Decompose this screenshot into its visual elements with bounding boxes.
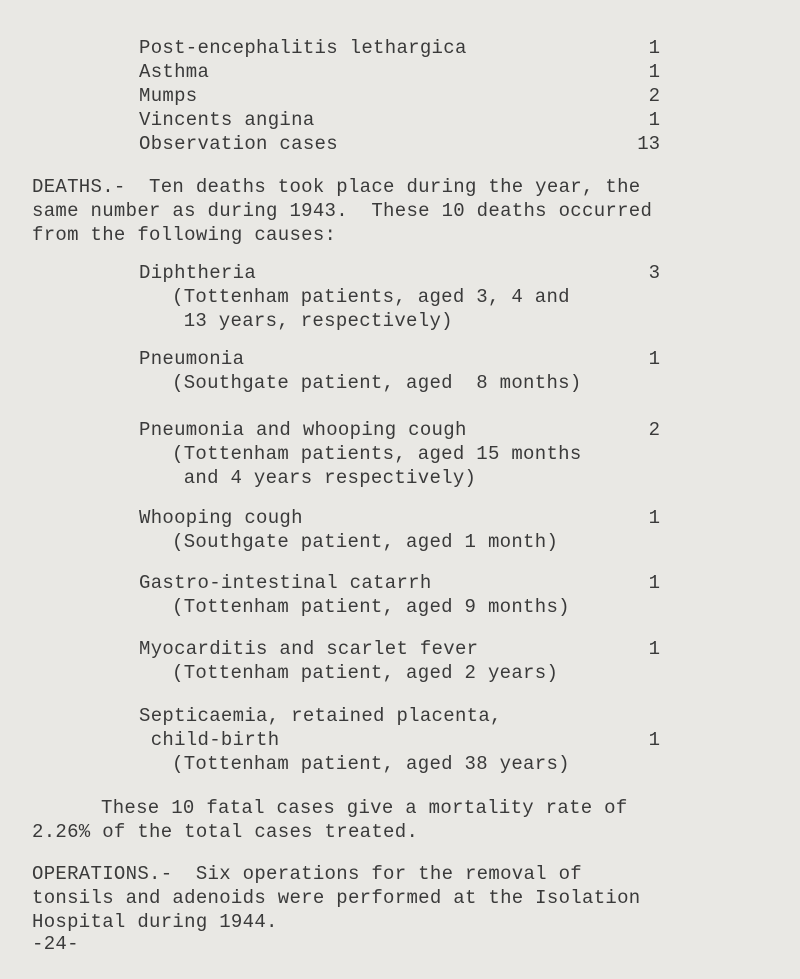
cause-count: 3: [648, 262, 660, 284]
cause-detail: (Tottenham patient, aged 38 years): [172, 753, 570, 775]
list-item-count: 1: [648, 61, 660, 83]
list-item-label: Mumps: [139, 85, 198, 107]
cause-detail: (Tottenham patients, aged 15 months: [172, 443, 582, 465]
cause-title: Pneumonia: [139, 348, 245, 370]
cause-count: 1: [648, 507, 660, 529]
cause-detail: (Tottenham patient, aged 9 months): [172, 596, 570, 618]
deaths-paragraph-line: same number as during 1943. These 10 deaths occurred: [32, 200, 653, 222]
operations-paragraph-line: Hospital during 1944.: [32, 911, 278, 933]
deaths-paragraph-line: from the following causes:: [32, 224, 337, 246]
list-item-count: 2: [648, 85, 660, 107]
cause-count: 1: [648, 729, 660, 751]
list-item-label: Post-encephalitis lethargica: [139, 37, 467, 59]
cause-count: 1: [648, 638, 660, 660]
cause-detail: (Southgate patient, aged 8 months): [172, 372, 582, 394]
cause-title: Myocarditis and scarlet fever: [139, 638, 479, 660]
list-item-count: 1: [648, 109, 660, 131]
operations-paragraph-line: OPERATIONS.- Six operations for the removal of: [32, 863, 582, 885]
cause-title: Gastro-intestinal catarrh: [139, 572, 432, 594]
cause-title: Whooping cough: [139, 507, 303, 529]
cause-detail: (Tottenham patients, aged 3, 4 and: [172, 286, 570, 308]
cause-count: 2: [648, 419, 660, 441]
cause-detail: 13 years, respectively): [172, 310, 453, 332]
cause-detail: (Tottenham patient, aged 2 years): [172, 662, 559, 684]
mortality-paragraph-line: 2.26% of the total cases treated.: [32, 821, 419, 843]
cause-title: Pneumonia and whooping cough: [139, 419, 467, 441]
cause-title-continued: child-birth: [139, 729, 280, 751]
operations-paragraph-line: tonsils and adenoids were performed at the Isolation: [32, 887, 641, 909]
cause-detail: and 4 years respectively): [172, 467, 477, 489]
list-item-label: Observation cases: [139, 133, 338, 155]
list-item-label: Asthma: [139, 61, 210, 83]
cause-title: Septicaemia, retained placenta,: [139, 705, 502, 727]
cause-count: 1: [648, 348, 660, 370]
mortality-paragraph-line: These 10 fatal cases give a mortality rate of: [101, 797, 628, 819]
deaths-paragraph-line: DEATHS.- Ten deaths took place during the year, the: [32, 176, 641, 198]
cause-count: 1: [648, 572, 660, 594]
cause-detail: (Southgate patient, aged 1 month): [172, 531, 559, 553]
list-item-count: 1: [648, 37, 660, 59]
list-item-label: Vincents angina: [139, 109, 315, 131]
cause-title: Diphtheria: [139, 262, 257, 284]
page-number: -24-: [32, 933, 79, 955]
list-item-count: 13: [637, 133, 660, 155]
